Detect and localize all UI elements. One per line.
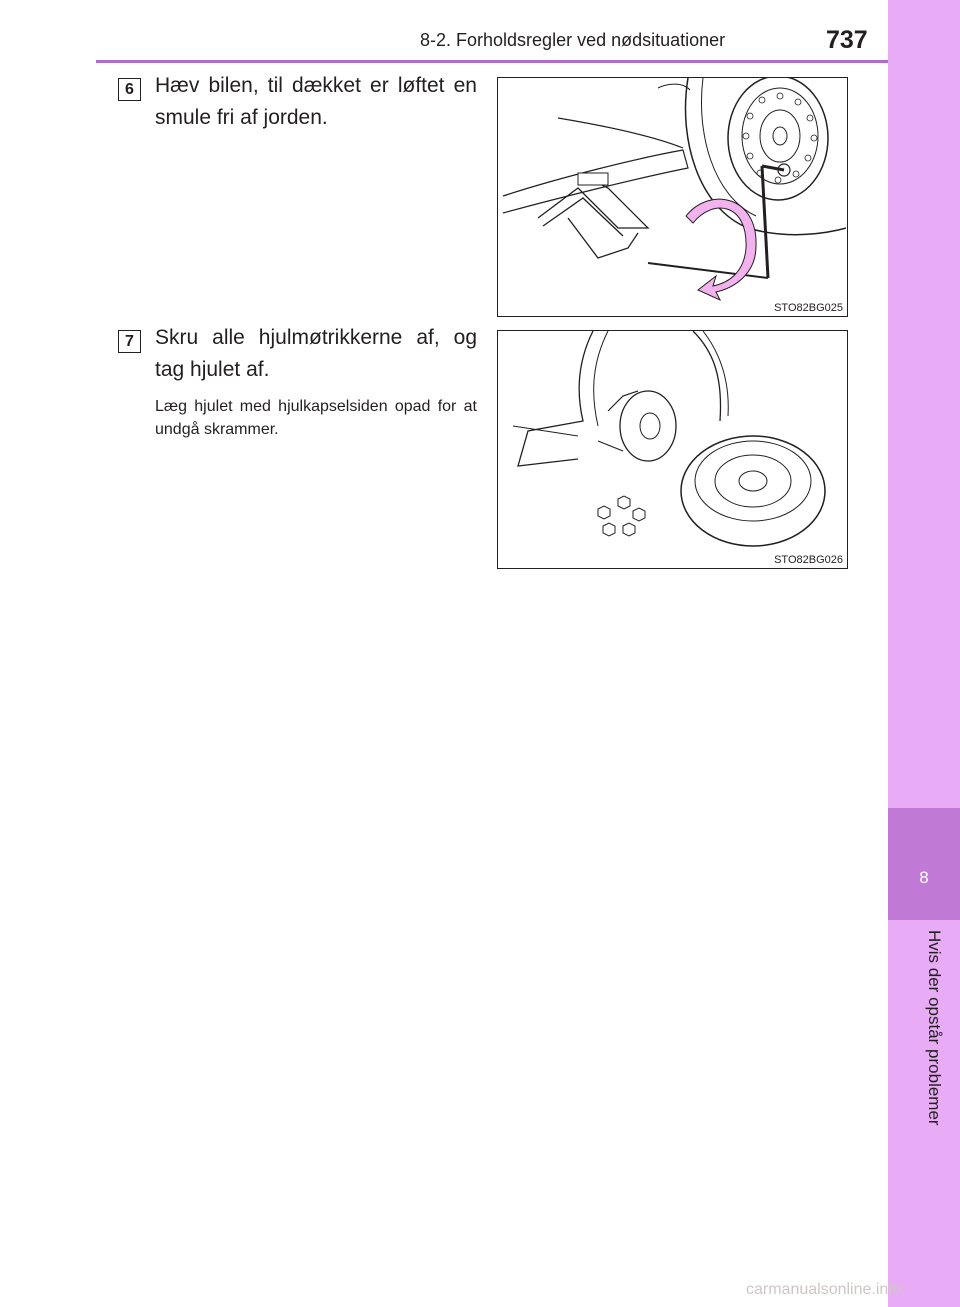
step-6-text: Hæv bilen, til dækket er løftet en smule fri af jorden. — [155, 74, 477, 129]
figure-wheel-removed — [497, 330, 848, 569]
wheel-removal-illustration — [498, 331, 846, 567]
page-number: 737 — [826, 26, 868, 54]
chapter-number-box — [888, 808, 960, 920]
step-number-7: 7 — [118, 330, 141, 353]
step-number-6: 6 — [118, 78, 141, 101]
watermark: carmanualsonline.info — [746, 1281, 902, 1298]
jack-lift-illustration — [498, 78, 846, 315]
figure-code: STO82BG026 — [774, 554, 843, 566]
chapter-number: 8 — [919, 868, 929, 887]
figure-code: STO82BG025 — [774, 302, 843, 314]
step-7-note: Læg hjulet med hjulkapselsiden opad for at undgå skrammer. — [155, 398, 477, 438]
chapter-title: Hvis der opstår problemer — [925, 930, 944, 1126]
figure-jack-lifting — [497, 77, 848, 317]
chapter-side-tab — [888, 0, 960, 1307]
section-title: 8-2. Forholdsregler ved nødsituationer — [420, 30, 726, 50]
step-7-text: Skru alle hjulmøtrikkerne af, og tag hjulet af. — [155, 326, 477, 381]
header-divider — [96, 60, 888, 63]
